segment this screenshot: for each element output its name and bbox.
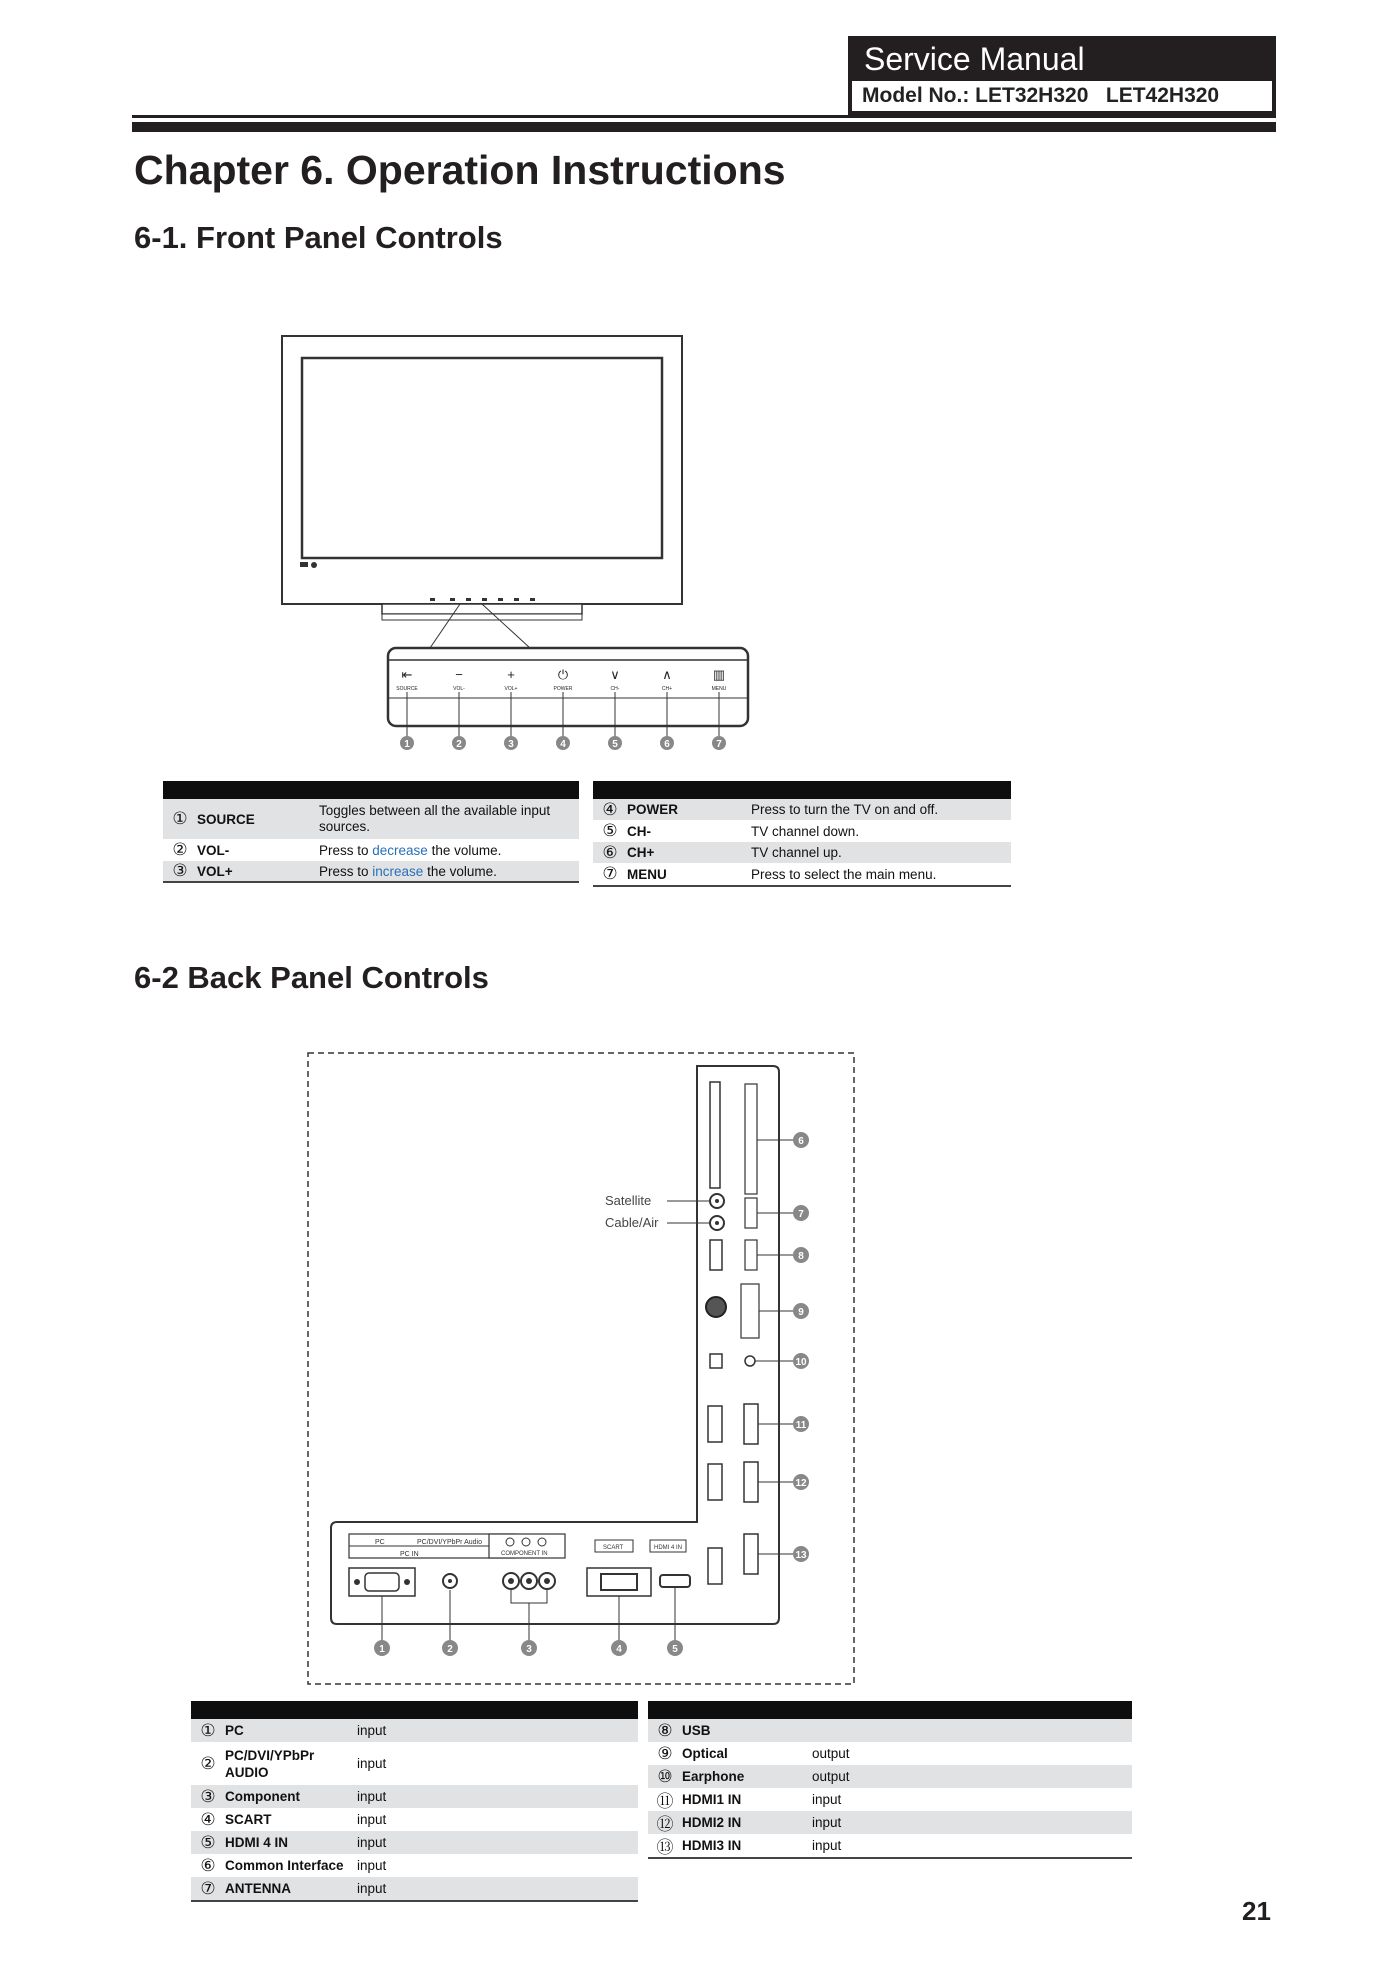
callout-number: 3: [526, 1644, 532, 1655]
connector-name: Optical: [682, 1746, 728, 1761]
table-row: [648, 1719, 1132, 1742]
row-number: ⑫: [656, 1815, 674, 1834]
callout-number: 11: [795, 1420, 807, 1431]
row-number: ⑬: [656, 1838, 674, 1857]
pc-in-label: PC IN: [400, 1551, 419, 1558]
row-number: ①: [172, 809, 188, 828]
table-row: [163, 799, 579, 839]
connector-direction: input: [357, 1756, 387, 1771]
control-description: Toggles between all the available input sources.: [319, 803, 551, 834]
table-row: [191, 1808, 638, 1831]
connector-name: PC/DVI/YPbPr AUDIO: [225, 1747, 315, 1780]
chapter-title: Chapter 6. Operation Instructions: [134, 147, 786, 193]
connector-name: HDMI 4 IN: [225, 1835, 289, 1850]
connector-name: PC: [225, 1723, 244, 1738]
front-panel-table-left: [163, 781, 579, 883]
connector-name: Component: [225, 1789, 300, 1804]
table-row: [648, 1788, 1132, 1811]
button-glyph-icon: +: [507, 667, 515, 682]
button-label: VOL-: [453, 686, 465, 692]
front-panel-illustration: [270, 330, 770, 760]
control-name: MENU: [627, 866, 667, 882]
connector-direction: input: [357, 1881, 387, 1896]
row-number: ③: [172, 861, 188, 880]
satellite-label: Satellite: [605, 1193, 652, 1208]
callout-number: 7: [716, 739, 722, 750]
hdmi4-label: HDMI 4 IN: [654, 1545, 683, 1551]
button-glyph-icon: ∧: [662, 667, 672, 682]
row-number: ⑩: [657, 1766, 673, 1786]
connector-name: Earphone: [682, 1769, 745, 1784]
connector-direction: input: [812, 1838, 842, 1853]
control-description: TV channel up.: [751, 845, 842, 860]
callout-number: 3: [508, 739, 514, 750]
callout-number: 6: [664, 739, 670, 750]
table-row: [648, 1834, 1132, 1857]
button-glyph-icon: ⇤: [401, 667, 413, 682]
connector-direction: input: [357, 1835, 387, 1850]
control-description: Press to select the main menu.: [751, 866, 937, 882]
header-rule-thick: [132, 122, 1276, 132]
button-glyph-icon: −: [455, 667, 463, 682]
button-glyph-icon: ▥: [712, 667, 726, 682]
section-heading-front-panel: 6-1. Front Panel Controls: [134, 220, 503, 255]
control-description: Press to decrease the volume.: [319, 842, 502, 858]
control-name: CH-: [627, 823, 651, 839]
callout-number: 12: [795, 1478, 807, 1489]
connector-name: USB: [682, 1723, 711, 1738]
header-model-number: Model No.: LET32H320 LET42H320: [862, 84, 1220, 107]
connector-direction: output: [812, 1769, 850, 1784]
row-number: ⑪: [656, 1792, 674, 1811]
callout-number: 1: [404, 739, 410, 750]
row-number: ③: [200, 1786, 216, 1806]
control-name: VOL-: [197, 842, 230, 858]
callout-number: 2: [456, 739, 462, 750]
table-row: [191, 1877, 638, 1900]
back-panel-illustration: [305, 1050, 860, 1690]
table-row: [593, 842, 1011, 863]
table-row: [191, 1719, 638, 1742]
table-row: [593, 820, 1011, 842]
control-name: CH+: [627, 845, 655, 860]
row-number: ②: [172, 840, 188, 859]
pc-label: PC: [375, 1539, 385, 1546]
back-panel-table-right: [648, 1701, 1132, 1859]
callout-number: 9: [798, 1307, 804, 1318]
row-number: ⑤: [602, 821, 618, 840]
connector-name: HDMI3 IN: [682, 1838, 742, 1853]
connector-name: ANTENNA: [225, 1881, 291, 1896]
table-row: [191, 1742, 638, 1785]
table-row: [648, 1742, 1132, 1765]
table-row: [191, 1854, 638, 1877]
header-title: Service Manual: [864, 41, 1085, 77]
connector-direction: input: [812, 1792, 842, 1807]
button-label: MENU: [711, 686, 727, 692]
table-row: [593, 863, 1011, 885]
table-row: [191, 1785, 638, 1808]
callout-number: 6: [798, 1136, 804, 1147]
row-number: ⑥: [200, 1855, 216, 1875]
page-number: 21: [1242, 1896, 1271, 1926]
connector-direction: input: [357, 1858, 387, 1873]
table-row: [648, 1765, 1132, 1788]
callout-number: 5: [672, 1644, 678, 1655]
callout-number: 8: [798, 1251, 804, 1262]
table-row: [163, 839, 579, 861]
cable-air-label: Cable/Air: [605, 1215, 659, 1230]
button-glyph-icon: ⏻: [557, 667, 569, 682]
header-rule-thin: [132, 115, 1276, 118]
row-number: ⑧: [657, 1720, 673, 1740]
callout-number: 7: [798, 1209, 804, 1220]
connector-direction: input: [812, 1815, 842, 1830]
button-label: VOL+: [504, 686, 518, 692]
control-name: POWER: [627, 802, 679, 817]
control-description: Press to turn the TV on and off.: [751, 802, 939, 817]
button-label: CH-: [610, 686, 620, 692]
connector-direction: input: [357, 1723, 387, 1738]
table-row: [648, 1811, 1132, 1834]
button-label: SOURCE: [396, 686, 418, 692]
row-number: ⑦: [602, 864, 618, 883]
connector-direction: output: [812, 1746, 850, 1761]
callout-number: 4: [616, 1644, 622, 1655]
row-number: ⑦: [200, 1878, 216, 1898]
row-number: ④: [200, 1809, 216, 1829]
connector-name: HDMI1 IN: [682, 1792, 742, 1807]
component-label: COMPONENT IN: [501, 1551, 548, 1557]
connector-name: SCART: [225, 1812, 272, 1827]
row-number: ⑥: [602, 842, 618, 862]
control-description: TV channel down.: [751, 823, 860, 839]
callout-number: 1: [379, 1644, 385, 1655]
button-label: POWER: [553, 686, 573, 692]
back-panel-table-left: [191, 1701, 638, 1902]
row-number: ⑤: [200, 1832, 216, 1852]
connector-direction: input: [357, 1789, 387, 1804]
control-name: SOURCE: [197, 811, 255, 827]
button-label: CH+: [661, 686, 673, 692]
row-number: ②: [200, 1753, 216, 1773]
callout-number: 13: [795, 1550, 807, 1561]
callout-number: 5: [612, 739, 618, 750]
control-name: VOL+: [197, 863, 233, 879]
connector-name: Common Interface: [225, 1858, 344, 1873]
table-row: [163, 861, 579, 881]
row-number: ⑨: [657, 1743, 673, 1763]
callout-number: 4: [560, 739, 566, 750]
section-heading-back-panel: 6-2 Back Panel Controls: [134, 960, 489, 995]
button-glyph-icon: ∨: [610, 667, 620, 682]
control-description: Press to increase the volume.: [319, 863, 497, 879]
callout-number: 2: [447, 1644, 453, 1655]
row-number: ④: [602, 799, 618, 819]
pc-audio-label: PC/DVI/YPbPr Audio: [417, 1539, 482, 1546]
connector-name: HDMI2 IN: [682, 1815, 742, 1830]
callout-number: 10: [795, 1357, 807, 1368]
connector-direction: input: [357, 1812, 387, 1827]
scart-label: SCART: [603, 1545, 624, 1551]
row-number: ①: [200, 1720, 216, 1740]
table-row: [191, 1831, 638, 1854]
table-row: [593, 799, 1011, 820]
front-panel-table-right: [593, 781, 1011, 887]
